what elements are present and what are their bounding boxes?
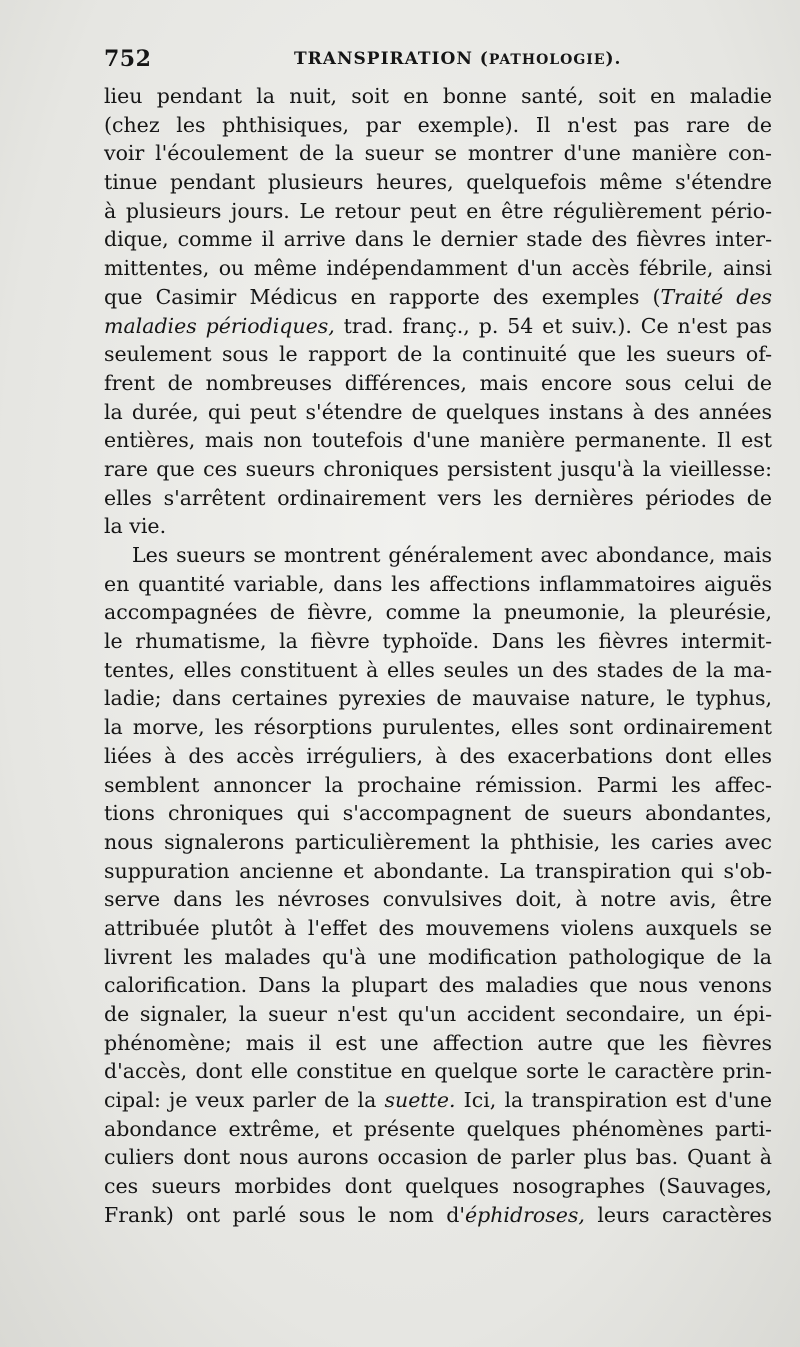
text-run: trad. franç., p. 54 et suiv.). Ce n'est pas	[334, 313, 772, 338]
text-line: frent de nombreuses différences, mais encore sous celui de	[104, 370, 772, 395]
text-line: tinue pendant plusieurs heures, quelquefois même s'étendre	[104, 170, 772, 195]
body-text	[104, 82, 772, 1230]
text-line	[104, 1086, 772, 1115]
text-line: voir l'écoulement de la sueur se montrer d'une manière con-	[104, 141, 772, 166]
text-line: livrent les malades qu'à une modification pathologique de la	[104, 944, 772, 969]
text-line: elles s'arrêtent ordinairement vers les dernières périodes de	[104, 485, 772, 510]
text-line: phénomène; mais il est une affection autre que les fièvres	[104, 1030, 772, 1055]
text-line: la morve, les résorptions purulentes, elles sont ordinairement	[104, 715, 772, 740]
text-line: entières, mais non toutefois d'une manière permanente. Il est	[104, 428, 772, 453]
text-line: en quantité variable, dans les affections inflammatoires aiguës	[104, 571, 772, 596]
text-line: ladie; dans certaines pyrexies de mauvaise nature, le typhus,	[104, 686, 772, 711]
italic-term: suette.	[384, 1088, 456, 1113]
text-line: mittentes, ou même indépendamment d'un accès fébrile, ainsi	[104, 256, 772, 281]
text-line: serve dans les névroses convulsives doit, à notre avis, être	[104, 887, 772, 912]
text-line: lieu pendant la nuit, soit en bonne santé, soit en maladie	[104, 84, 772, 108]
text-line: calorification. Dans la plupart des maladies que nous venons	[104, 973, 772, 998]
text-line: tions chroniques qui s'accompagnent de sueurs abondantes,	[104, 801, 772, 826]
text-line: rare que ces sueurs chroniques persistent jusqu'à la vieillesse:	[104, 456, 772, 481]
italic-title: maladies périodiques,	[104, 313, 335, 338]
italic-title: Traité des	[660, 284, 772, 309]
text-line: dique, comme il arrive dans le dernier stade des fièvres inter-	[104, 227, 772, 252]
running-head-close: ).	[605, 49, 622, 69]
text-run: Ici, la transpiration est d'une	[455, 1088, 772, 1113]
text-line: la durée, qui peut s'étendre de quelques instans à des années	[104, 399, 772, 424]
text-line: de signaler, la sueur n'est qu'un accident secondaire, un épi-	[104, 1002, 772, 1026]
text-line	[104, 1201, 772, 1230]
text-line: abondance extrême, et présente quelques phénomènes parti-	[104, 1116, 772, 1141]
text-run: que Casimir Médicus en rapporte des exemples (	[104, 284, 661, 309]
running-head-sub: PATHOLOGIE	[488, 52, 606, 68]
running-head	[294, 49, 621, 69]
text-line: nous signalerons particulièrement la phthisie, les caries avec	[104, 829, 772, 854]
italic-term: éphidroses,	[464, 1202, 585, 1227]
text-line: d'accès, dont elle constitue en quelque sorte le caractère prin-	[104, 1059, 772, 1084]
text-run: cipal: je veux parler de la	[104, 1088, 385, 1113]
text-line: Les sueurs se montrent généralement avec abondance, mais	[132, 543, 772, 567]
text-line	[104, 283, 772, 312]
page-header	[104, 46, 776, 80]
text-line: semblent annoncer la prochaine rémission. Parmi les affec-	[104, 772, 772, 797]
text-run: leurs caractères	[584, 1202, 772, 1227]
text-line: culiers dont nous aurons occasion de parler plus bas. Quant à	[104, 1145, 772, 1170]
text-line: le rhumatisme, la fièvre typhoïde. Dans les fièvres intermit-	[104, 629, 772, 654]
text-line: la vie.	[104, 514, 167, 539]
text-run: Frank) ont parlé sous le nom d'	[104, 1202, 465, 1227]
text-line: suppuration ancienne et abondante. La transpiration qui s'ob-	[104, 858, 772, 883]
text-line: tentes, elles constituent à elles seules un des stades de la ma-	[104, 657, 772, 682]
text-line: à plusieurs jours. Le retour peut en être régulièrement pério-	[104, 198, 772, 223]
text-line: accompagnées de fièvre, comme la pneumonie, la pleurésie,	[104, 600, 772, 625]
text-line: (chez les phthisiques, par exemple). Il n'est pas rare de	[104, 112, 772, 137]
running-head-main: TRANSPIRATION	[294, 49, 473, 69]
page-number: 752	[104, 46, 152, 72]
text-line: ces sueurs morbides dont quelques nosographes (Sauvages,	[104, 1174, 772, 1199]
running-head-open: (	[472, 49, 489, 69]
text-line: liées à des accès irréguliers, à des exacerbations dont elles	[104, 743, 772, 768]
text-line: seulement sous le rapport de la continuité que les sueurs of-	[104, 342, 772, 367]
text-line: attribuée plutôt à l'effet des mouvemens violens auxquels se	[104, 915, 772, 940]
text-line	[104, 312, 772, 341]
